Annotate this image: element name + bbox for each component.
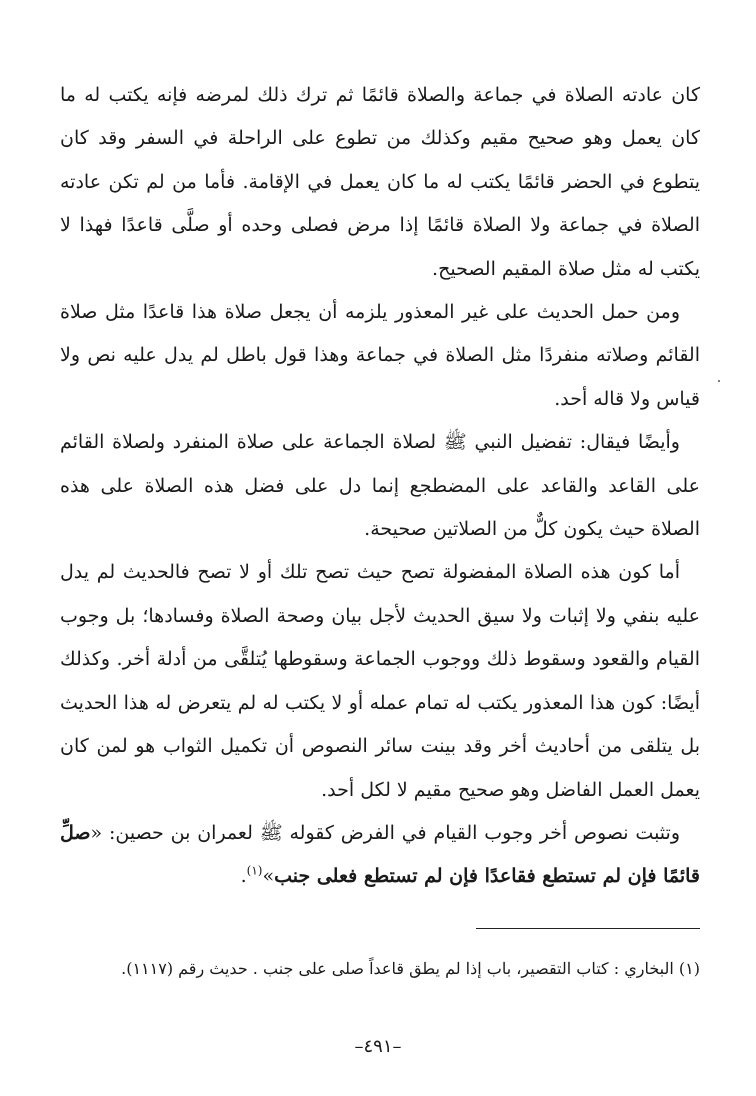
footnote-divider	[476, 928, 700, 929]
main-text	[60, 74, 700, 899]
paragraph-5-text: وتثبت نصوص أخر وجوب القيام في الفرض كقوله ﷺ لعمران بن حصين: «	[90, 821, 680, 844]
scan-speck	[718, 380, 720, 382]
paragraph-5-end: .	[240, 865, 247, 888]
paragraph-5	[60, 812, 700, 899]
footnote: (١) البخاري : كتاب التقصير، باب إذا لم يطق قاعداً صلى على جنب . حديث رقم (١١١٧).	[121, 959, 700, 978]
quote-close: »	[262, 865, 275, 888]
paragraph-3: وأيضًا فيقال: تفضيل النبي ﷺ لصلاة الجماعة على صلاة المنفرد ولصلاة القائم على القاعد والقاعد على المضطجع إنما دل على فضل هذه الصلاة على هذه الصلاة حيث يكون كلٌّ من الصلاتين صحيحة.	[60, 431, 700, 541]
page-number: –٤٩١–	[354, 1036, 402, 1057]
paragraph-2: ومن حمل الحديث على غير المعذور يلزمه أن يجعل صلاة هذا قاعدًا مثل صلاة القائم وصلاته منفردًا مثل الصلاة في جماعة وهذا قول باطل لم يدل عليه نص ولا قياس ولا قاله أحد.	[60, 301, 700, 410]
paragraph-4: أما كون هذه الصلاة المفضولة تصح حيث تصح تلك أو لا تصح فالحديث لم يدل عليه بنفي ولا إثبات ولا سيق الحديث لأجل بيان وصحة الصلاة وفسادها؛ بل وجوب القيام والقعود وسقوط ذلك ووجوب الجماعة وسقوطها يُتلقَّى من أدلة أخر. وكذلك أيضًا: كون هذا المعذور يكتب له تمام عمله أو لا يكتب له لم يتعرض له هذا الحديث بل يتلقى من أحاديث أخر وقد بينت سائر النصوص أن تكميل الثواب هو لمن كان يعمل العمل الفاضل وهو صحيح مقيم لا لكل أحد.	[60, 561, 700, 801]
paragraph-1: كان عادته الصلاة في جماعة والصلاة قائمًا ثم ترك ذلك لمرضه فإنه يكتب له ما كان يعمل وهو صحيح مقيم وكذلك من تطوع على الراحلة في السفر وقد كان يتطوع في الحضر قائمًا يكتب له ما كان يعمل في الإقامة. فأما من لم تكن عادته الصلاة في جماعة ولا الصلاة قائمًا إذا مرض فصلى وحده أو صلَّى قاعدًا فهذا لا يكتب له مثل صلاة المقيم الصحيح.	[60, 84, 700, 280]
hadith-quote: صلِّ قائمًا فإن لم تستطع فقاعدًا فإن لم تستطع فعلى جنب	[60, 821, 700, 888]
footnote-ref[interactable]: (١)	[246, 863, 263, 878]
